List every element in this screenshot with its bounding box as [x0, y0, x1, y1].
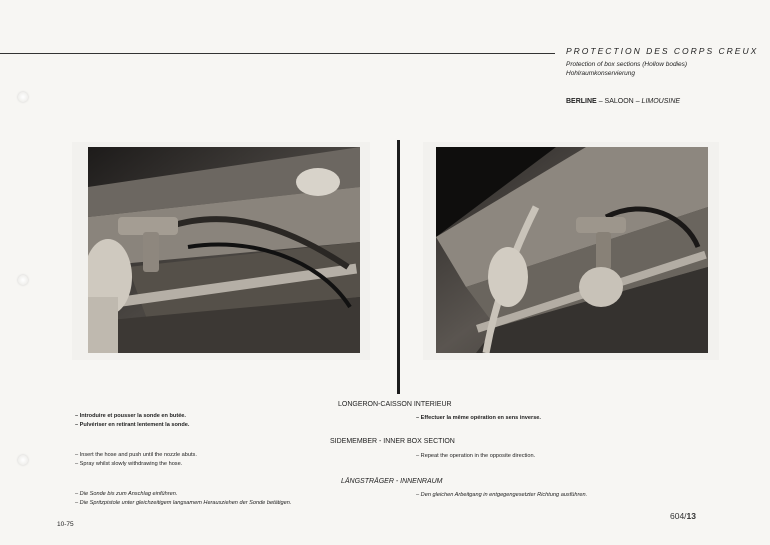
- header-rule: [0, 53, 555, 54]
- instruction-en-2: – Spray whilst slowly withdrawing the hose.: [75, 461, 183, 467]
- model-en: SALOON: [604, 98, 634, 105]
- instruction-fr-3: – Effectuer la même opération en sens inverse.: [416, 415, 541, 421]
- page-number-value: 13: [686, 511, 697, 521]
- instruction-en-1: – Insert the hose and push until the nozzle abuts.: [75, 452, 197, 458]
- left-photo: [88, 147, 360, 353]
- left-photo-illustration: [88, 147, 360, 353]
- binder-hole-bottom: [18, 455, 28, 465]
- page-number-prefix: 604/: [670, 511, 687, 521]
- page-title-fr: PROTECTION DES CORPS CREUX: [566, 46, 759, 56]
- instruction-de-1: – Die Sonde bis zum Anschlag einführen.: [75, 491, 178, 497]
- right-photo: [436, 147, 708, 353]
- model-separator-1: –: [598, 98, 603, 105]
- instruction-de-2: – Die Spritzpistole unter gleichzeitigem langsamem Herausziehen der Sonde betätigen.: [75, 500, 292, 506]
- column-divider: [397, 140, 400, 394]
- instruction-en-3: – Repeat the operation in the opposite direction.: [416, 453, 536, 459]
- model-line: [566, 98, 680, 105]
- page-number: [670, 511, 696, 521]
- section-heading-fr: LONGERON-CAISSON INTERIEUR: [338, 401, 452, 408]
- page-title-de: Hohlraumkonservierung: [566, 70, 636, 77]
- binder-hole-middle: [18, 275, 28, 285]
- binder-hole-top: [18, 92, 28, 102]
- section-heading-en: SIDEMEMBER - INNER BOX SECTION: [330, 438, 455, 445]
- instruction-de-3: – Den gleichen Arbeitgang in entgegengesetzter Richtung ausführen.: [416, 492, 588, 498]
- model-fr: BERLINE: [566, 98, 597, 105]
- section-heading-de: LÄNGSTRÄGER - INNENRAUM: [341, 478, 443, 485]
- instruction-fr-2: – Pulvériser en retirant lentement la sonde.: [75, 422, 190, 428]
- right-photo-illustration: [436, 147, 708, 353]
- model-separator-2: –: [635, 98, 640, 105]
- model-de: LIMOUSINE: [641, 98, 681, 105]
- instruction-fr-1: – Introduire et pousser la sonde en butée.: [75, 413, 186, 419]
- page-title-en: Protection of box sections (Hollow bodies): [566, 61, 688, 68]
- publication-date: 10-75: [57, 521, 74, 528]
